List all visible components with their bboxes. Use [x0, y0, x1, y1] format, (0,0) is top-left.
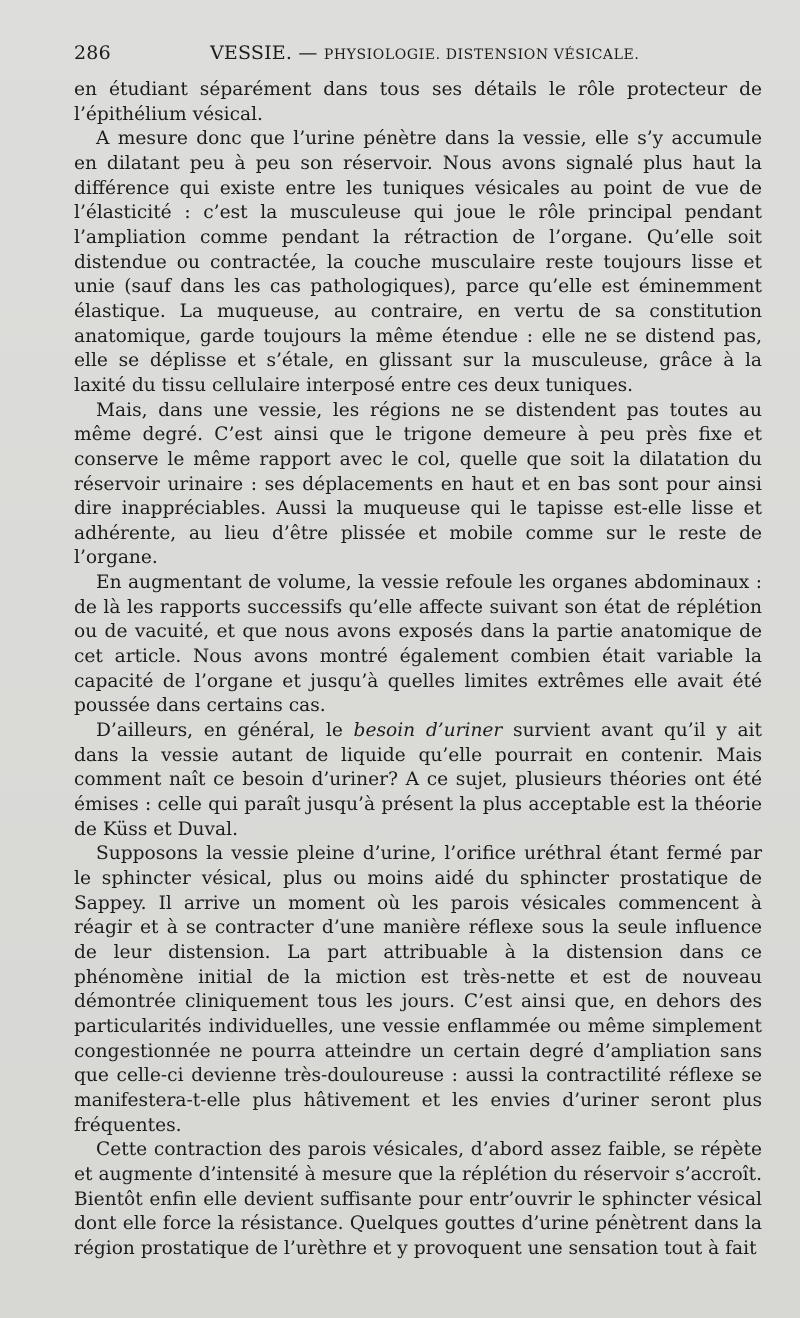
article-body [74, 78, 762, 1262]
paragraph-sphincter: Supposons la vessie pleine d’urine, l’orifice uréthral étant fermé par le sphincter vésical, plus ou moins aidé du sphincter prostatique de Sappey. Il arrive un moment où les parois vésicales commencent à réagir et à se contracter d’une manière réflexe sous la seule influence de leur distension. La part attribuable à la distension dans ce phénomène initial de la miction est très-nette et est de nouveau démontrée cliniquement tous les jours. C’est ainsi que, en dehors des particularités individuelles, une vessie enflammée ou même simplement congestionnée ne pourra atteindre un certain degré d’ampliation sans que celle-ci devienne très-douloureuse : aussi la contractilité réflexe se manifestera-t-elle plus hâtivement et les envies d’uriner seront plus fréquentes. [74, 843, 762, 1136]
paragraph-trigone: Mais, dans une vessie, les régions ne se distendent pas toutes au même degré. C’est ainsi que le trigone demeure à peu près fixe et conserve le même rapport avec le col, quelle que soit la dilatation du réservoir urinaire : ses déplacements en haut et en bas sont pour ainsi dire inappréciables. Aussi la muqueuse qui le tapisse est-elle lisse et adhérente, au lieu d’être plissée et mobile comme sur le reste de l’organe. [74, 399, 762, 569]
running-title-dash: — [298, 42, 318, 64]
paragraph-besoin-after: survient avant qu’il y ait dans la vessie autant de liquide qu’elle pourrait en contenir. Mais comment naît ce besoin d’uriner? A ce sujet, plusieurs théories ont été émises : celle qui paraît jusqu’à présent la plus acceptable est la théorie de Küss et Duval. [74, 720, 762, 840]
paragraph-urine-accumulation: A mesure donc que l’urine pénètre dans la vessie, elle s’y accumule en dilatant peu à peu son réservoir. Nous avons signalé plus haut la différence qui existe entre les tuniques vésicales au point de vue de l’élasticité : c’est la musculeuse qui joue le rôle principal pendant l’ampliation comme pendant la rétraction de l’organe. Qu’elle soit distendue ou contractée, la couche musculaire reste toujours lisse et unie (sauf dans les cas pathologiques), parce qu’elle est éminemment élastique. La muqueuse, au contraire, en vertu de sa constitution anatomique, garde toujours la même étendue : elle ne se distend pas, elle se déplisse et s’étale, en glissant sur la musculeuse, grâce à la laxité du tissu cellulaire interposé entre ces deux tuniques. [74, 128, 762, 396]
running-title-section: PHYSIOLOGIE. DISTENSION VÉSICALE. [323, 47, 640, 63]
paragraph-besoin-duriner [74, 719, 762, 842]
paragraph-besoin-before: D’ailleurs, en général, le [96, 720, 354, 742]
paragraph-besoin-emphasis: besoin d’uriner [353, 720, 503, 742]
paragraph-epithelium: en étudiant séparément dans tous ses détails le rôle protecteur de l’épithélium vésical. [74, 79, 762, 125]
paragraph-contraction: Cette contraction des parois vésicales, d’abord assez faible, se répète et augmente d’intensité à mesure que la réplétion du réservoir s’accroît. Bientôt enfin elle devient suffisante pour entr’ouvrir le sphincter vésical dont elle force la résistance. Quelques gouttes d’urine pénètrent dans la région prostatique de l’urèthre et y provoquent une sensation tout à fait [74, 1139, 762, 1259]
paragraph-bladder-volume: En augmentant de volume, la vessie refoule les organes abdominaux : de là les rapports successifs qu’elle affecte suivant son état de réplétion ou de vacuité, et que nous avons exposés dans la partie anatomique de cet article. Nous avons montré également combien était variable la capacité de l’organe et jusqu’à quelles limites extrêmes elle avait été poussée dans certains cas. [74, 572, 762, 717]
running-head [74, 42, 762, 78]
page-number: 286 [74, 42, 111, 64]
running-title-main: VESSIE. [210, 42, 293, 64]
running-title [210, 42, 639, 64]
